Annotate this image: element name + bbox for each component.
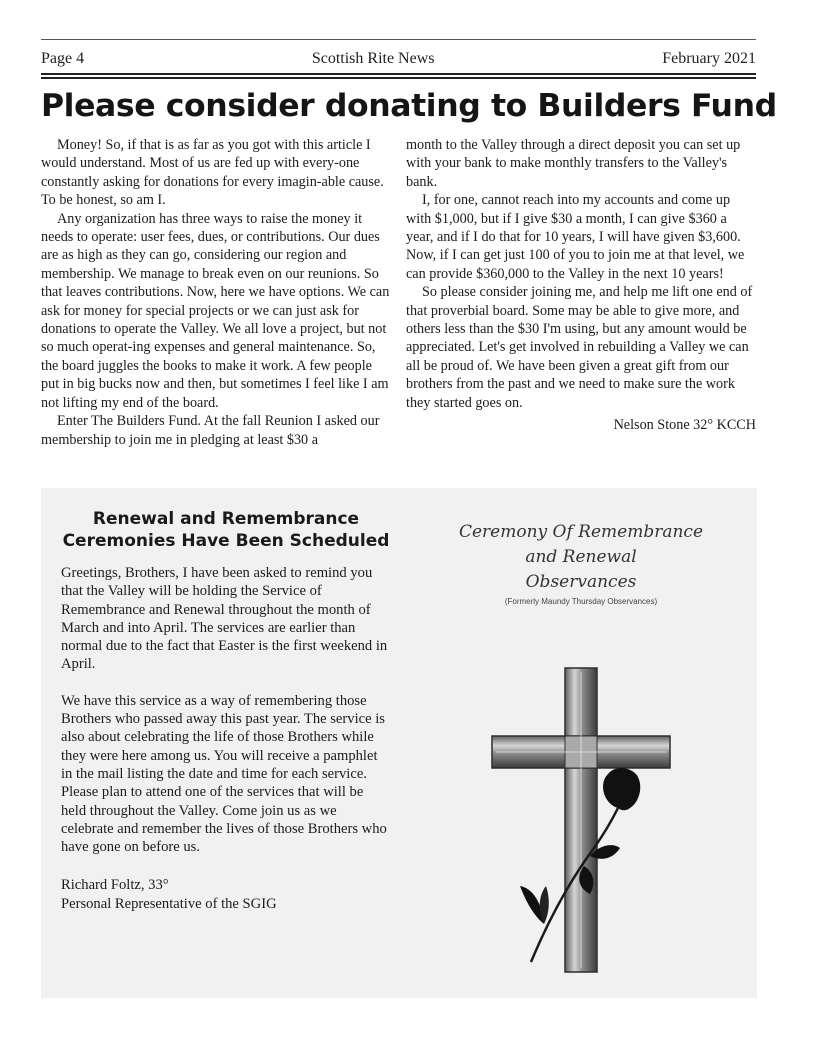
remembrance-box: [41, 488, 757, 998]
signature-title: Personal Representative of the SGIG: [61, 895, 277, 912]
header-rule-lower: [41, 77, 756, 79]
article-column-right: [406, 136, 756, 435]
cross-with-rose-icon: [486, 666, 676, 976]
remembrance-paragraph: Greetings, Brothers, I have been asked to remind you that the Valley will be holding the Service of Remembrance and Renewal throughout the month of March and into April. The services are earlier than normal due to the fact that Easter is the first weekend in April.: [61, 565, 388, 673]
remembrance-text: [61, 508, 391, 913]
header-rule-upper: [41, 73, 756, 75]
remembrance-signature: [61, 876, 391, 913]
ceremony-notice: [439, 520, 723, 606]
article-column-left: [41, 136, 391, 449]
ceremony-title-line-3: Observances: [525, 572, 637, 592]
publication-name: Scottish Rite News: [311, 50, 435, 67]
article-paragraph: Enter The Builders Fund. At the fall Reunion I asked our membership to join me in pledging at least $30 a: [41, 413, 380, 448]
ceremony-title-line-1: Ceremony Of Remembrance: [458, 522, 704, 542]
article-headline: Please consider donating to Builders Fund: [41, 88, 777, 124]
article-paragraph: month to the Valley through a direct deposit you can set up with your bank to make monthly transfers to the Valley's bank.: [406, 137, 741, 190]
article-paragraph: Any organization has three ways to raise the money it needs to operate: user fees, dues, or contributions. Our dues are as high as they can go, considering our region and membership. We manage to break even on our reunions. So that leaves contributions. Now, here we have options. We can ask for money for special projects or we can just ask for donations to operate the Valley. We all love a project, but not so much operat-ing expenses and general maintenance. So, the board juggles the books to make it work. A few people put in big bucks now and then, but sometimes I feel like I am not lifting my end of the board.: [41, 210, 390, 411]
remembrance-title: [61, 508, 391, 552]
issue-date: February 2021: [662, 50, 756, 67]
signature-name: Richard Foltz, 33°: [61, 877, 169, 894]
remembrance-title-line-1: Renewal and Remembrance: [92, 509, 360, 529]
header-top-rule: [41, 39, 756, 40]
ceremony-title-line-2: and Renewal: [525, 547, 637, 567]
ceremony-subtitle: (Formerly Maundy Thursday Observances): [504, 597, 658, 606]
article-paragraph: I, for one, cannot reach into my accounts and come up with $1,000, but if I give $30 a month, I can give $360 a year, and if I do that for 10 years, I will have given $3,600. Now, if I can get just 100 of you to join me at that level, we can provide $360,000 to the Valley in the next 10 years!: [406, 192, 745, 282]
remembrance-title-line-2: Ceremonies Have Been Scheduled: [62, 531, 390, 551]
article-paragraph: So please consider joining me, and help me lift one end of that proverbial board. Some may be able to give more, and others less than the $30 I'm using, but any amount would be appreciated. Let's get involved in rebuilding a Valley we can all be proud of. We have been given a great gift from our brothers from the past and we need to make sure the work they started goes on.: [406, 284, 753, 411]
article-paragraph: Money! So, if that is as far as you got with this article I would understand. Most of us are fed up with every-one constantly asking for donations for every imagin-able cause. To be honest, so am I.: [41, 137, 384, 209]
remembrance-paragraph: We have this service as a way of remembering those Brothers who passed away this past year. The service is also about celebrating the life of those Brothers while they were here among us. You will receive a pamphlet in the mail listing the date and time for each service. Please plan to attend one of the services that will be held throughout the Valley. Come join us as we celebrate and remember the lives of those Brothers who have gone on before us.: [61, 692, 387, 856]
article-signature: Nelson Stone 32° KCCH: [613, 417, 756, 434]
page-header: [41, 46, 756, 68]
page-number: Page 4: [41, 50, 85, 67]
